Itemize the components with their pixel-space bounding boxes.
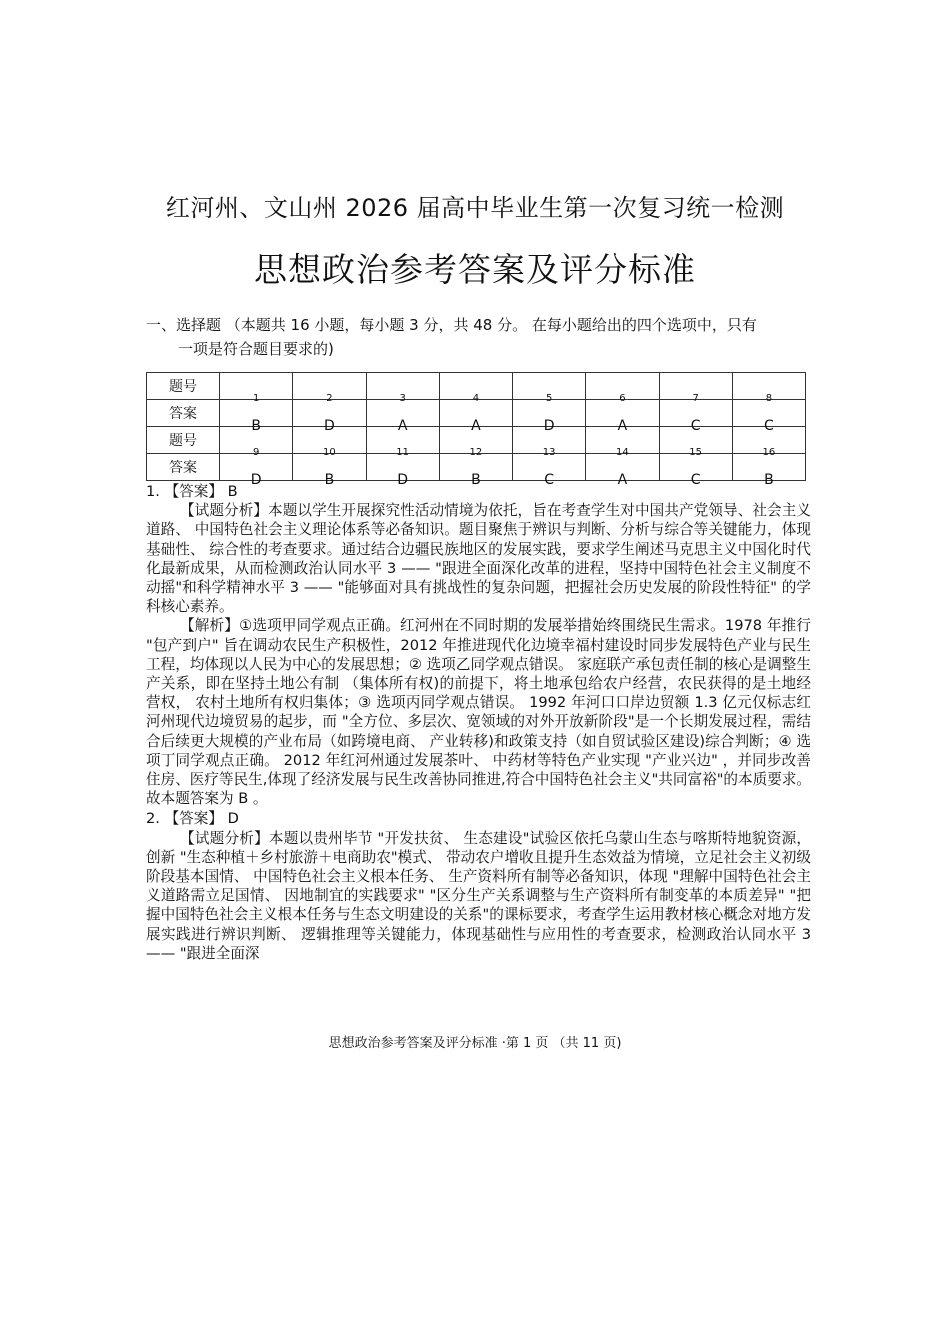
question-number-cell (293, 373, 366, 404)
answer-letter: A (471, 418, 481, 434)
question-number: 7 (692, 393, 699, 404)
answer-letter: D (543, 418, 555, 434)
answer-letter: C (690, 472, 701, 488)
answer-letter: D (323, 418, 335, 434)
answer-letter: C (544, 472, 555, 488)
question-number: 4 (472, 393, 480, 404)
row-label-answer: 答案 (147, 454, 220, 481)
question-number: 6 (619, 393, 626, 404)
answer-table-number-row (147, 373, 806, 400)
section-heading (146, 313, 806, 361)
answer-letter: C (690, 418, 701, 434)
question-number: 5 (545, 393, 553, 404)
answer-letter: B (251, 418, 261, 434)
answer-letter: D (250, 472, 262, 488)
question-number-cell (659, 373, 732, 404)
question-number-cell (732, 373, 805, 404)
q1-analysis: 【试题分析】本题以学生开展探究性活动情境为依托，旨在考查学生对中国共产党领导、社会主义道路、 中国特色社会主义理论体系等必备知识。题目聚焦于辨识与判断、分析与综合等关键能力，体现基础性、 综合性的考查要求。通过结合边疆民族地区的发展实践，要求学生阐述马克思主义中国化时代化最新成果，从而检测政治认同水平 3 —— "跟进全面深化改革的进程，坚持中国特色社会主义制度不动摇"和科学精神水平 3 —— "能够面对具有挑战性的复杂问题，把握社会历史发展的阶段性特征" 的学科核心素养。 (146, 502, 811, 616)
question-number: 13 (542, 447, 556, 458)
question-number-cell (586, 373, 659, 404)
answer-letter: A (397, 418, 408, 434)
question-number: 1 (252, 393, 260, 404)
question-number: 12 (469, 447, 483, 458)
page-footer: 思想政治参考答案及评分标准 ·第 1 页 （共 11 页) (328, 1036, 622, 1051)
question-number-cell (439, 373, 512, 404)
row-label-answer: 答案 (147, 400, 220, 427)
answer-letter: D (397, 472, 409, 488)
question-number: 16 (762, 447, 776, 458)
q2-answer-head: 2. 【答案】 D (146, 810, 239, 828)
exam-title: 红河州、文山州 2026 届高中毕业生第一次复习统一检测 (165, 194, 785, 222)
row-label-question: 题号 (147, 373, 220, 400)
answer-letter: A (617, 418, 628, 434)
section-heading-line2: 一项是符合题目要求的) (178, 340, 334, 358)
question-number: 9 (252, 447, 260, 458)
row-label-question: 题号 (147, 427, 220, 454)
question-number: 14 (616, 447, 629, 458)
question-number: 11 (396, 447, 409, 458)
answer-letter: B (471, 472, 481, 488)
answer-letter: B (764, 472, 774, 488)
question-number-cell (366, 373, 439, 404)
q1-explanation: 【解析】①选项甲同学观点正确。红河州在不同时期的发展举措始终围绕民生需求。1978 年推行 "包产到户" 旨在调动农民生产积极性，2012 年推进现代化边境幸福村建设时同步发展特色产业与民生工程，均体现以人民为中心的发展思想；② 选项乙同学观点错误。 家庭联产承包责任制的核心是调整生产关系，即在坚持土地公有制 （集体所有权)的前提下，将土地承包给农户经营，农民获得的是土地经营权， 农村土地所有权归集体；③ 选项丙同学观点错误。 1992 年河口口岸边贸额 1.3 亿元仅标志红河州现代边境贸易的起步，而 "全方位、多层次、宽领域的对外开放新阶段"是一个长期发展过程，需结合后续更大规模的产业布局（如跨境电商、 产业转移)和政策支持（如自贸试验区建设)综合判断；④ 选项丁同学观点正确。 2012 年红河州通过发展茶叶、 中药材等特色产业实现 "产业兴边" ，并同步改善住房、医疗等民生,体现了经济发展与民生改善协同推进,符合中国特色社会主义"共同富裕"的本质要求。 故本题答案为 B 。 (146, 617, 811, 808)
question-number-cell (220, 373, 293, 404)
section-heading-line1: 一、选择题 （本题共 16 小题，每小题 3 分，共 48 分。 在每小题给出的四个选项中，只有 (146, 316, 757, 334)
question-number: 2 (326, 393, 333, 404)
q1-answer-head: 1. 【答案】 B (146, 483, 238, 500)
question-number: 8 (765, 393, 773, 404)
answer-table (146, 372, 806, 488)
document-title: 思想政治参考答案及评分标准 (254, 250, 696, 289)
question-number-cell (513, 373, 586, 404)
question-number: 10 (323, 447, 336, 458)
question-number: 3 (399, 393, 406, 404)
answer-letter: A (617, 472, 628, 488)
question-number: 15 (689, 447, 702, 458)
explanations (146, 482, 811, 963)
q2-analysis: 【试题分析】本题以贵州毕节 "开发扶贫、 生态建设"试验区依托乌蒙山生态与喀斯特地貌资源，创新 "生态种植＋乡村旅游＋电商助农"模式、 带动农户增收且提升生态效益为情境，立足社会主义初级阶段基本国情、 中国特色社会主义根本任务、 生产资料所有制等必备知识，体现 "理解中国特色社会主义道路需立足国情、 因地制宜的实践要求" "区分生产关系调整与生产资料所有制变革的本质差异" "把握中国特色社会主义根本任务与生态文明建设的关系"的课标要求，考查学生运用教材核心概念对地方发展实践进行辨识判断、 逻辑推理等关键能力，体现基础性与应用性的考查要求，检测政治认同水平 3 —— "跟进全面深 (146, 829, 811, 962)
answer-letter: C (763, 418, 774, 434)
answer-letter: B (324, 472, 335, 488)
